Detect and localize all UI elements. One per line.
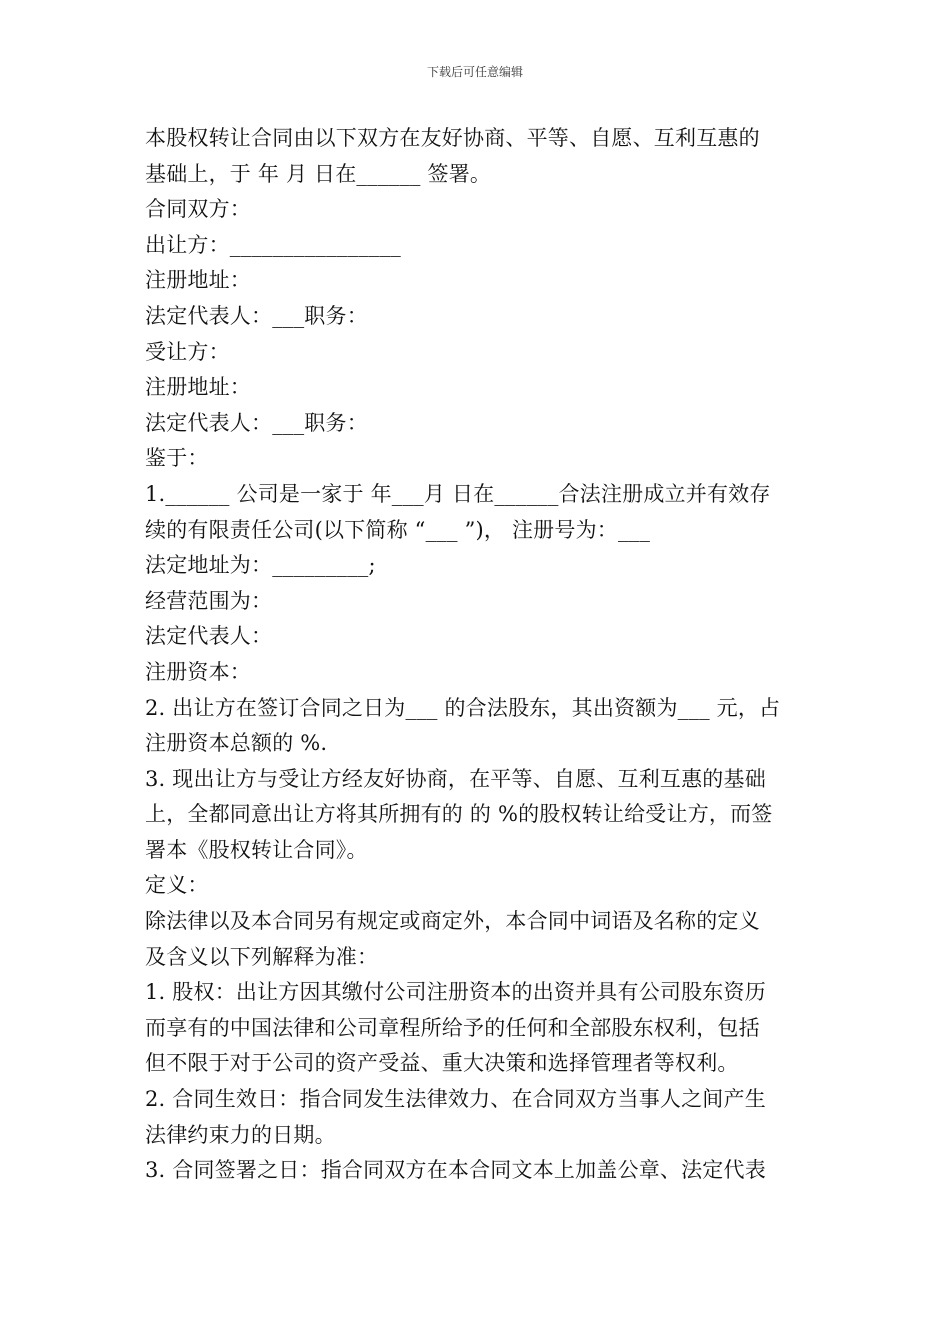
body-line: 2. 出让方在签订合同之日为___ 的合法股东，其出资额为___ 元，占 [145,695,781,720]
body-line: 基础上，于 年 月 日在______ 签署。 [145,161,492,186]
body-line: 定义： [145,873,209,898]
body-line: 1.______ 公司是一家于 年___月 日在______合法注册成立并有效存 [145,481,771,506]
body-line: 署本《股权转让合同》。 [145,837,368,862]
body-line: 注册地址： [145,375,251,400]
body-line: 本股权转让合同由以下双方在友好协商、平等、自愿、互利互惠的 [145,126,760,150]
body-line: 3. 合同签署之日：指合同双方在本合同文本上加盖公章、法定代表 [145,1158,766,1183]
body-line: 法定代表人： [145,624,273,649]
page-header-note: 下载后可任意编辑 [426,65,523,79]
body-line: 出让方：________________ [145,232,401,257]
body-line: 续的有限责任公司(以下简称 “___ ”)， 注册号为：___ [145,517,651,542]
body-line: 法律约束力的日期。 [145,1122,336,1147]
body-line: 注册资本总额的 %. [145,731,328,756]
body-line: 鉴于： [145,446,209,471]
body-line: 法定代表人：___职务： [145,410,368,435]
body-line: 受让方： [145,339,230,364]
body-line: 上，全都同意出让方将其所拥有的 的 %的股权转让给受让方，而签 [145,802,773,827]
contract-body [145,121,807,1189]
body-line: 但不限于对于公司的资产受益、重大决策和选择管理者等权利。 [145,1051,739,1076]
body-line: 注册地址： [145,268,251,293]
body-line: 而享有的中国法律和公司章程所给予的任何和全部股东权利，包括 [145,1015,760,1040]
body-line: 除法律以及本合同另有规定或商定外，本合同中词语及名称的定义 [145,909,760,934]
body-line: 法定地址为：_________; [145,553,376,578]
body-line: 及含义以下列解释为准： [145,944,379,969]
body-line: 注册资本： [145,659,251,684]
body-line: 3. 现出让方与受让方经友好协商，在平等、自愿、互利互惠的基础 [145,766,766,791]
body-line: 1. 股权：出让方因其缴付公司注册资本的出资并具有公司股东资历 [145,980,766,1005]
body-line: 经营范围为： [145,588,273,613]
body-line: 合同双方： [145,197,251,222]
body-line: 法定代表人：___职务： [145,303,368,328]
body-line: 2. 合同生效日：指合同发生法律效力、在合同双方当事人之间产生 [145,1087,766,1112]
